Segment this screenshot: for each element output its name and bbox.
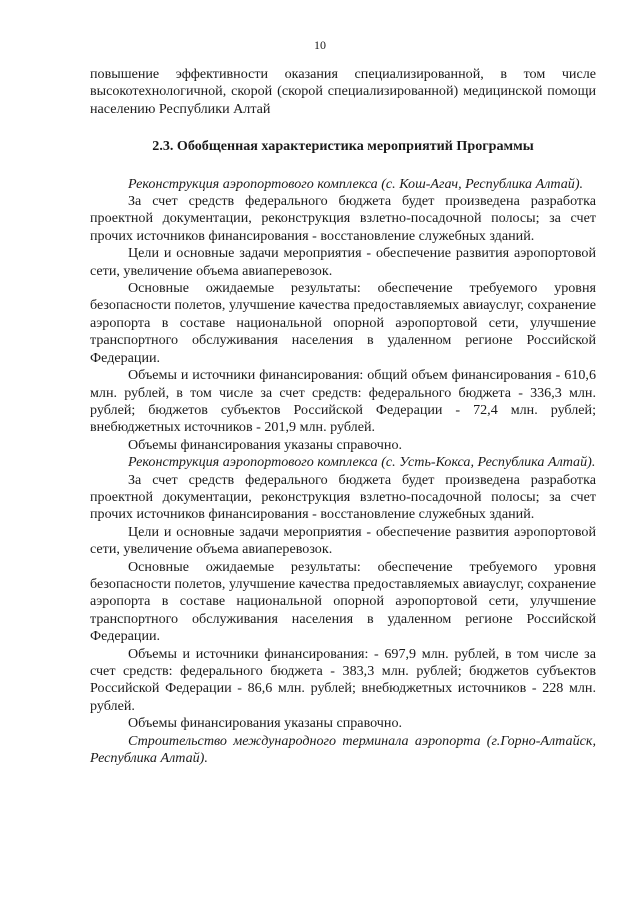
project-funding-kosh-agach: Объемы и источники финансирования: общий объем финансирования - 610,6 млн. рублей, в том числе за счет средств: федерального бюджета - 336,3 млн. рублей; бюджетов субъектов Российской Федерации - 72,4 млн. рублей; внебюджетных источников - 201,9 млн. рублей. bbox=[90, 367, 596, 436]
project-federal-ust-koksa: За счет средств федерального бюджета будет произведена разработка проектной документации, реконструкция взлетно-посадочной полосы; за счет прочих источников финансирования - восстановление служебных зданий. bbox=[90, 471, 596, 523]
project-title-gorno-altaysk: Строительство международного терминала аэропорта (г.Горно-Алтайск, Республика Алтай). bbox=[90, 732, 596, 767]
project-title-kosh-agach: Реконструкция аэропортового комплекса (с. Кош-Агач, Республика Алтай). bbox=[128, 175, 584, 192]
project-title-ust-koksa: Реконструкция аэропортового комплекса (с. Усть-Кокса, Республика Алтай). bbox=[128, 454, 596, 471]
project-note-ust-koksa: Объемы финансирования указаны справочно. bbox=[128, 715, 403, 732]
document-body bbox=[90, 66, 596, 767]
project-results-kosh-agach: Основные ожидаемые результаты: обеспечение требуемого уровня безопасности полетов, улучшение качества предоставляемых авиауслуг, сохранение аэропорта в составе национальной опорной аэропортовой сети, улучшение транспортного обслуживания населения в удаленном регионе Российской Федерации. bbox=[90, 280, 596, 366]
project-results-ust-koksa: Основные ожидаемые результаты: обеспечение требуемого уровня безопасности полетов, улучшение качества предоставляемых авиауслуг, сохранение аэропорта в составе национальной опорной аэропортовой сети, улучшение транспортного обслуживания населения в удаленном регионе Российской Федерации. bbox=[90, 558, 596, 645]
intro-paragraph: повышение эффективности оказания специализированной, в том числе высокотехнологичной, скорой (скорой специализированной) медицинской помощи населению Республики Алтай bbox=[90, 66, 596, 117]
project-goals-kosh-agach: Цели и основные задачи мероприятия - обеспечение развития аэропортовой сети, увеличение объема авиаперевозок. bbox=[90, 245, 596, 279]
project-note-kosh-agach: Объемы финансирования указаны справочно. bbox=[128, 436, 403, 453]
project-goals-ust-koksa: Цели и основные задачи мероприятия - обеспечение развития аэропортовой сети, увеличение объема авиаперевозок. bbox=[90, 523, 596, 558]
section-heading: 2.3. Обобщенная характеристика мероприятий Программы bbox=[152, 138, 534, 155]
page-number: 10 bbox=[314, 38, 326, 52]
project-funding-ust-koksa: Объемы и источники финансирования: - 697,9 млн. рублей, в том числе за счет средств: федерального бюджета - 383,3 млн. рублей; бюджетов субъектов Российской Федерации - 86,6 млн. рублей; внебюджетных источников - 228 млн. рублей. bbox=[90, 645, 596, 714]
project-federal-kosh-agach: За счет средств федерального бюджета будет произведена разработка проектной документации, реконструкция взлетно-посадочной полосы; за счет прочих источников финансирования - восстановление служебных зданий. bbox=[90, 193, 596, 244]
